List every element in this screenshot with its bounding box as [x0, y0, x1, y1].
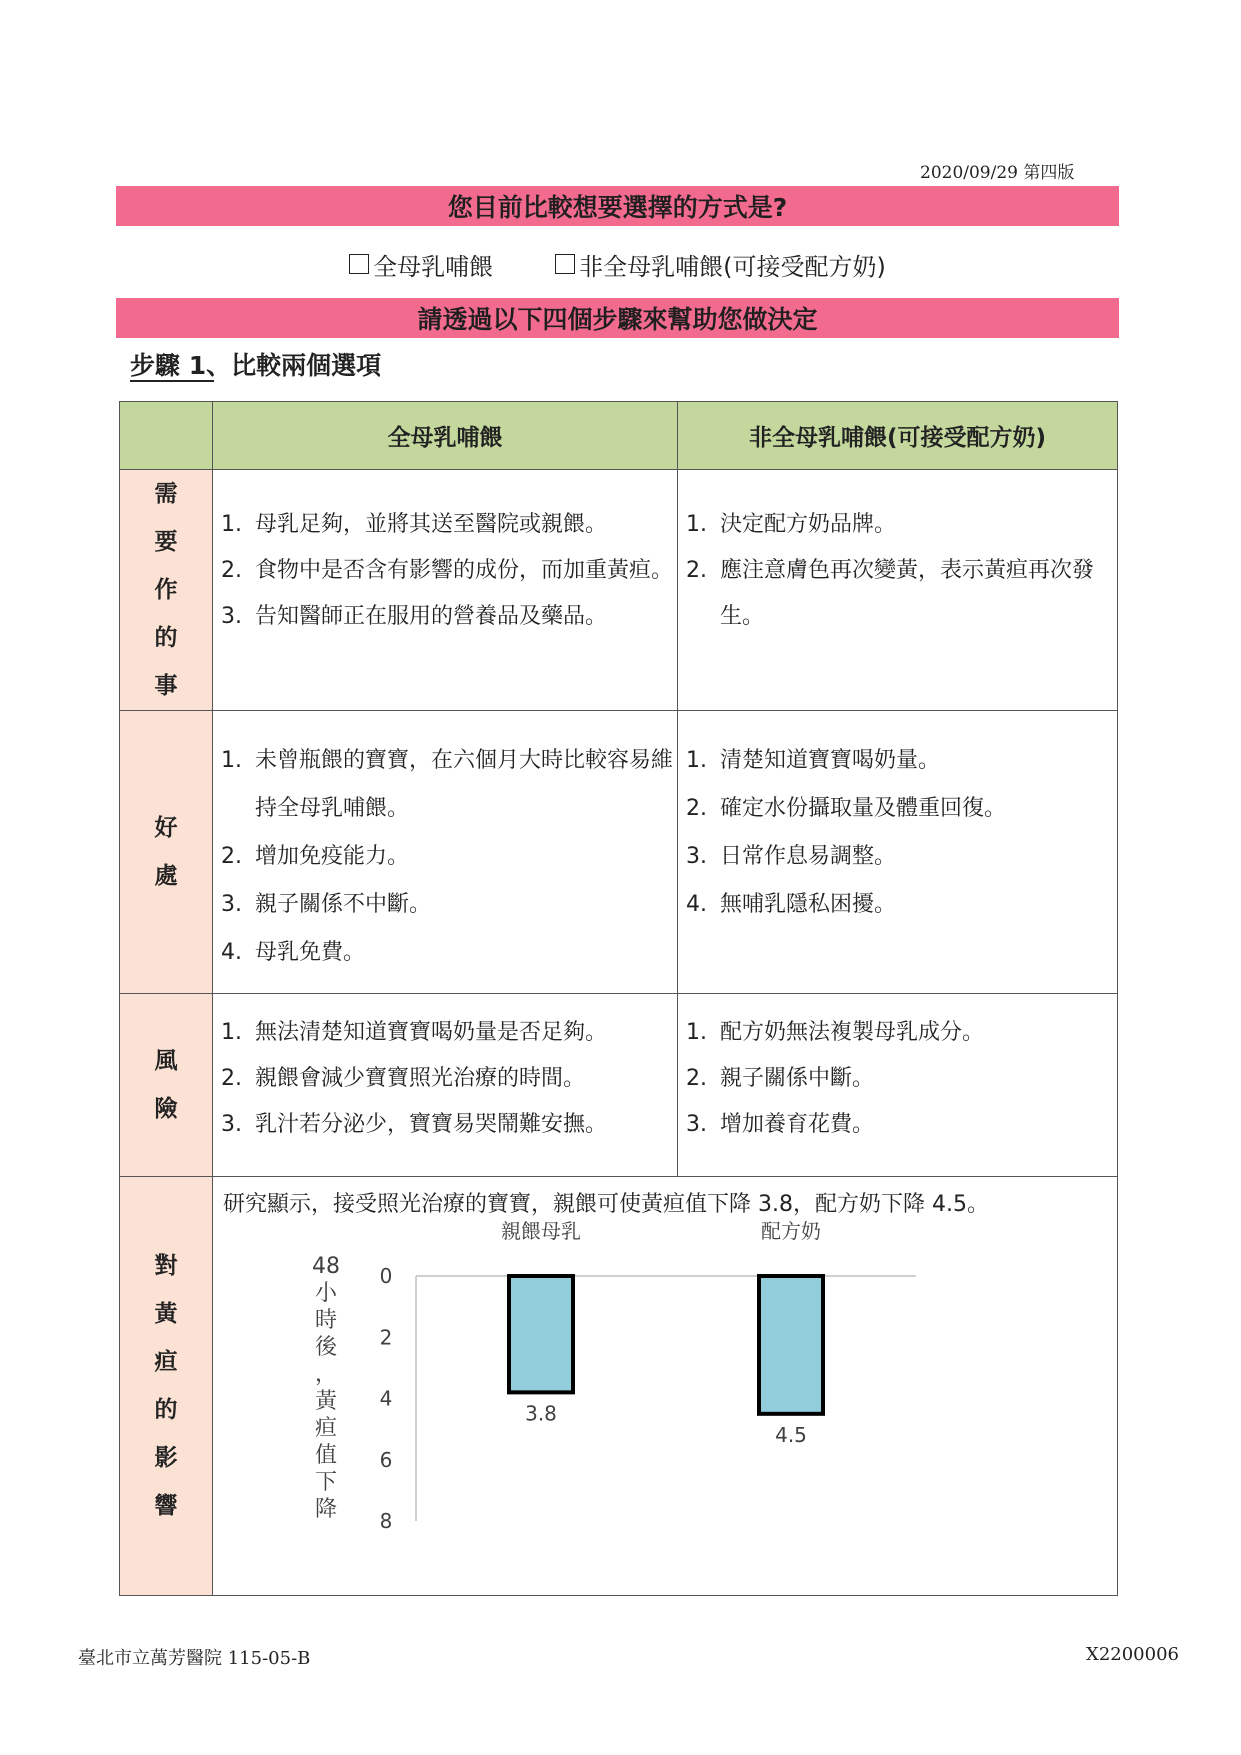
- list-item: 3. 增加養育花費。: [686, 1112, 875, 1137]
- y-axis-label-char: ，: [314, 1362, 338, 1387]
- y-axis-label-number: 48: [312, 1254, 340, 1279]
- label-char: 黃: [154, 1301, 178, 1327]
- y-axis-label-char: 下: [314, 1470, 338, 1495]
- list-item: 3. 親子關係不中斷。: [221, 892, 432, 917]
- need-exclusive-cell: [213, 470, 678, 711]
- header-exclusive: 全母乳哺餵: [213, 402, 678, 470]
- y-axis-label-char: 疸: [314, 1416, 338, 1441]
- risk-exclusive-cell: [213, 994, 678, 1177]
- label-char: 的: [154, 1397, 178, 1423]
- checkbox-non-exclusive-breastfeeding[interactable]: [555, 254, 575, 274]
- label-char: 好: [154, 815, 178, 841]
- list-item: 1. 未曾瓶餵的寶寶，在六個月大時比較容易維持全母乳哺餵。: [221, 748, 674, 821]
- table-row-benefit: [120, 711, 1118, 994]
- list-item: 2. 親餵會減少寶寶照光治療的時間。: [221, 1066, 586, 1091]
- row-label-benefit: [120, 711, 213, 994]
- y-axis-label-char: 值: [314, 1443, 338, 1468]
- y-axis-label-char: 時: [314, 1308, 338, 1333]
- step1-underline: [130, 380, 214, 382]
- step1-text: 、比較兩個選項: [206, 351, 382, 380]
- question-heading: 您目前比較想要選擇的方式是?: [116, 186, 1119, 226]
- label-char: 影: [154, 1445, 178, 1471]
- comparison-table: [119, 401, 1118, 1596]
- study-note: 研究顯示，接受照光治療的寶寶，親餵可使黃疸值下降 3.8，配方奶下降 4.5。: [223, 1192, 989, 1217]
- label-char: 響: [154, 1493, 178, 1519]
- y-tick-label: 8: [379, 1509, 393, 1533]
- row-label-risk: [120, 994, 213, 1177]
- option-label: 全母乳哺餵: [373, 252, 494, 281]
- y-axis-label-char: 小: [314, 1281, 338, 1306]
- bar-2: [759, 1276, 823, 1414]
- label-char: 風: [154, 1048, 178, 1074]
- list-item: 1. 無法清楚知道寶寶喝奶量是否足夠。: [221, 1020, 608, 1045]
- table-header-row: [120, 402, 1118, 470]
- jaundice-bar-chart: [213, 1218, 1113, 1588]
- list-item: 3. 告知醫師正在服用的營養品及藥品。: [221, 604, 608, 629]
- y-tick-label: 0: [379, 1264, 393, 1288]
- list-item: 2. 確定水份攝取量及體重回復。: [686, 796, 1007, 821]
- list-item: 1. 決定配方奶品牌。: [686, 512, 897, 537]
- list-item: 1. 清楚知道寶寶喝奶量。: [686, 748, 941, 773]
- list-item: 3. 乳汁若分泌少，寶寶易哭鬧難安撫。: [221, 1112, 608, 1137]
- benefit-non-exclusive-cell: [678, 711, 1118, 994]
- list-item: 2. 應注意膚色再次變黃，表示黃疸再次發生。: [686, 558, 1095, 629]
- benefit-exclusive-cell: [213, 711, 678, 994]
- row-label-need: [120, 470, 213, 711]
- checkbox-exclusive-breastfeeding[interactable]: [349, 254, 369, 274]
- table-row-jaundice: [120, 1177, 1118, 1596]
- row-label-jaundice: [120, 1177, 213, 1596]
- list-item: 2. 增加免疫能力。: [221, 844, 410, 869]
- y-axis-label-char: 降: [314, 1497, 338, 1522]
- step1-heading: [130, 346, 381, 382]
- y-tick-label: 6: [379, 1447, 393, 1472]
- y-tick-label: 2: [379, 1325, 393, 1350]
- header-non-exclusive: 非全母乳哺餵(可接受配方奶): [678, 402, 1118, 470]
- y-axis-label-char: 黃: [314, 1389, 338, 1414]
- label-char: 疸: [154, 1349, 178, 1375]
- label-char: 事: [154, 673, 178, 699]
- footer-hospital: 臺北市立萬芳醫院 115-05-B: [78, 1648, 311, 1669]
- bar-1: [509, 1276, 573, 1392]
- label-char: 的: [154, 625, 178, 651]
- option-non-exclusive-breastfeeding[interactable]: [555, 246, 886, 282]
- list-item: 1. 母乳足夠，並將其送至醫院或親餵。: [221, 512, 608, 537]
- y-axis-label-char: 後: [314, 1335, 338, 1360]
- step1-label: 步驟 1: [130, 351, 207, 380]
- data-label: 4.5: [775, 1422, 807, 1447]
- label-char: 要: [154, 529, 178, 555]
- steps-heading: 請透過以下四個步驟來幫助您做決定: [116, 298, 1119, 338]
- version-text: 2020/09/29 第四版: [920, 163, 1075, 183]
- list-item: 1. 配方奶無法複製母乳成分。: [686, 1020, 985, 1045]
- table-row-need: [120, 470, 1118, 711]
- category-label: 配方奶: [761, 1219, 821, 1243]
- list-item: 2. 食物中是否含有影響的成份，而加重黃疸。: [221, 558, 674, 583]
- category-label: 親餵母乳: [501, 1219, 581, 1243]
- option-exclusive-breastfeeding[interactable]: [349, 246, 493, 282]
- label-char: 險: [154, 1096, 178, 1122]
- label-char: 處: [154, 863, 178, 889]
- list-item: 4. 母乳免費。: [221, 940, 366, 965]
- choice-options: [116, 246, 1119, 282]
- need-non-exclusive-cell: [678, 470, 1118, 711]
- jaundice-cell: [213, 1177, 1118, 1596]
- list-item: 3. 日常作息易調整。: [686, 844, 897, 869]
- risk-non-exclusive-cell: [678, 994, 1118, 1177]
- footer-code: X2200006: [1086, 1644, 1179, 1665]
- label-char: 作: [154, 577, 178, 603]
- header-corner: [120, 402, 213, 470]
- label-char: 需: [154, 481, 178, 507]
- y-tick-label: 4: [379, 1386, 393, 1411]
- data-label: 3.8: [525, 1401, 557, 1426]
- list-item: 4. 無哺乳隱私困擾。: [686, 892, 897, 917]
- table-row-risk: [120, 994, 1118, 1177]
- label-char: 對: [154, 1253, 178, 1279]
- option-label: 非全母乳哺餵(可接受配方奶): [579, 252, 886, 281]
- list-item: 2. 親子關係中斷。: [686, 1066, 875, 1091]
